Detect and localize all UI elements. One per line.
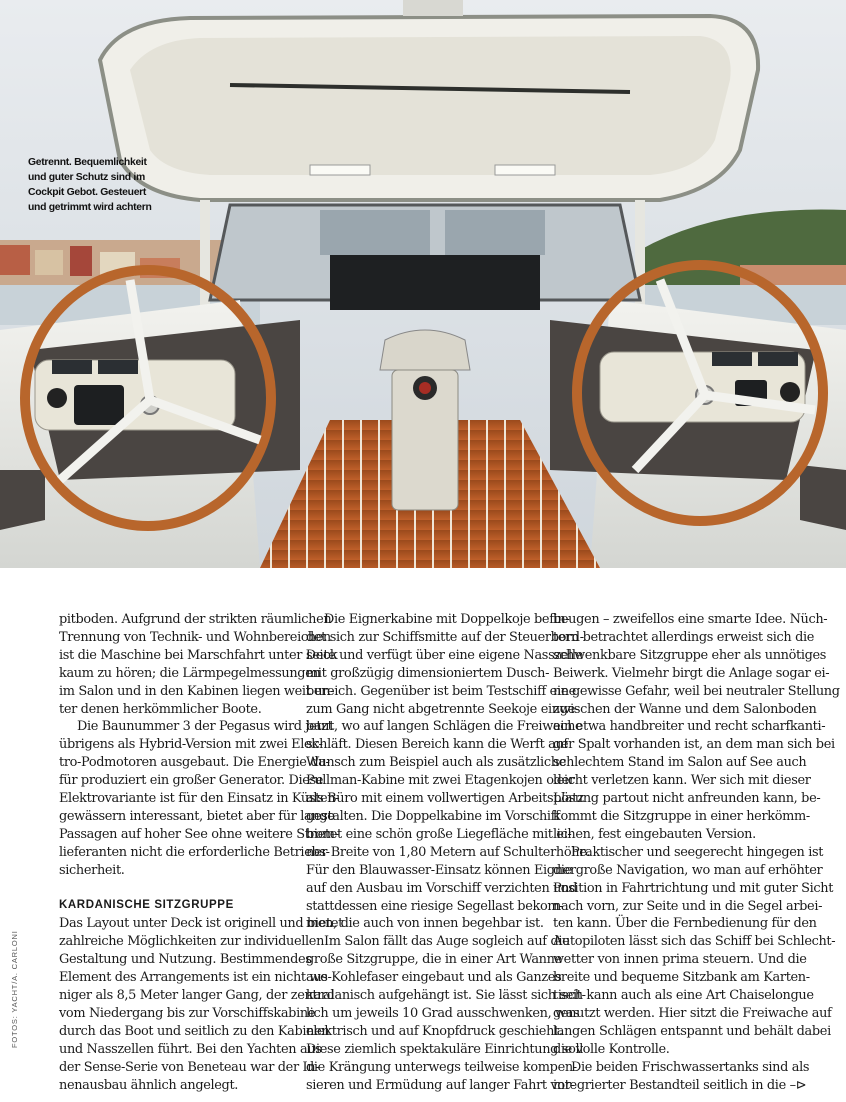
body-text-line: Die beiden Frischwassertanks sind als — [571, 1059, 810, 1075]
body-text-line: seite und verfügt über eine eigene Nasszelle — [306, 647, 583, 663]
body-text-line: ten kann. Über die Fernbedienung für den — [553, 916, 817, 932]
body-text-line: lich um jeweils 10 Grad ausschwenken, was — [306, 1005, 580, 1021]
body-text-line: sieren und Ermüdung auf langer Fahrt vor- — [306, 1077, 575, 1093]
body-text-line: tro-Podmotoren ausgebaut. Die Energie da- — [59, 755, 330, 771]
body-text-line: große Sitzgruppe, die in einer Art Wanne — [306, 952, 562, 968]
cabin-windscreen — [210, 205, 640, 310]
body-text-line: als Büro mit einem vollwertigen Arbeitsplatz — [306, 791, 584, 807]
body-text-line: ner Breite von 1,80 Metern auf Schulterhöhe. — [306, 844, 591, 860]
body-text-line: vom Niedergang bis zur Vorschiffskabine — [59, 1005, 316, 1021]
body-text-line: schlechtem Stand im Salon auf See auch — [553, 755, 807, 771]
body-text-line: men, die auch von innen begehbar ist. — [306, 916, 544, 932]
photo-credit: FOTOS: YACHT/A. CARLONI — [10, 930, 19, 1048]
paragraph-gap — [59, 880, 293, 898]
body-text-line: det sich zur Schiffsmitte auf der Steuerbord- — [306, 629, 584, 645]
body-text-line: baut, wo auf langen Schlägen die Freiwache — [306, 719, 583, 735]
body-text-line: beugen – zweifellos eine smarte Idee. Nüch- — [553, 612, 828, 627]
body-text-line: durch das Boot und seitlich zu den Kabinen — [59, 1023, 330, 1039]
body-text-line: niger als 8,5 Meter langer Gang, der zentral — [59, 988, 335, 1004]
body-text-line: ger Spalt vorhanden ist, an dem man sich bei — [553, 737, 835, 753]
body-text-line: mit großzügig dimensioniertem Dusch- — [306, 665, 550, 681]
body-text-line: lichen, fest eingebauten Version. — [553, 826, 756, 842]
body-text-line: Praktischer und seegerecht hingegen ist — [571, 844, 824, 860]
bimini-hardtop — [100, 0, 758, 200]
body-text-line: bereich. Gegenüber ist beim Testschiff eine — [306, 683, 576, 699]
body-text-line: genutzt werden. Hier sitzt die Freiwache auf — [553, 1005, 832, 1021]
body-text-line: gewässern interessant, bietet aber für lange — [59, 808, 335, 824]
body-text-line: Das Layout unter Deck ist originell und bietet — [59, 916, 343, 932]
body-text-line: Beiwerk. Vielmehr birgt die Anlage sogar ei- — [553, 665, 830, 681]
caption-line: Getrennt. Bequemlichkeit — [28, 157, 147, 168]
body-text-line: ne gewisse Gefahr, weil bei neutraler Stellung — [553, 683, 840, 699]
body-text-line: integrierter Bestandteil seitlich in die –⊳ — [553, 1077, 807, 1093]
body-text-line: auf den Ausbau im Vorschiff verzichten und — [306, 880, 577, 896]
caption-line: und getrimmt wird achtern — [28, 202, 152, 213]
body-text-line: gestalten. Die Doppelkabine im Vorschiff — [306, 808, 560, 824]
body-text-line: Pullman-Kabine mit zwei Etagenkojen oder — [306, 773, 575, 789]
body-text-line: Gestaltung und Nutzung. Bestimmendes — [59, 952, 312, 968]
body-text-line: Element des Arrangements ist ein nicht we- — [59, 970, 332, 986]
body-text-line: für produziert ein großer Generator. Diese — [59, 773, 324, 789]
body-text-line: die große Navigation, wo man auf erhöhter — [553, 862, 823, 878]
body-text-line: Die Baunummer 3 der Pegasus wird jetzt — [77, 719, 333, 735]
body-text-line: im Salon und in den Kabinen liegen weit un- — [59, 683, 335, 699]
body-text-line: kommt die Sitzgruppe in einer herkömm- — [553, 808, 810, 824]
body-text-line: stattdessen eine riesige Segellast bekom- — [306, 898, 564, 914]
body-text-line: übrigens als Hybrid-Version mit zwei Elek- — [59, 737, 323, 753]
body-text-line: Trennung von Technik- und Wohnbereichen — [59, 629, 331, 645]
body-text-line: nenausbau ähnlich angelegt. — [59, 1077, 239, 1093]
body-text-line: ist die Maschine bei Marschfahrt unter Deck — [59, 647, 338, 663]
article-column-1 — [59, 611, 343, 1094]
body-text-line: Elektrovariante ist für den Einsatz in Küsten- — [59, 791, 340, 807]
article-column-3 — [553, 611, 840, 1094]
body-text-line: Passagen auf hoher See ohne weitere Strom- — [59, 826, 339, 842]
body-text-line: Im Salon fällt das Auge sogleich auf die — [324, 934, 570, 950]
body-text-line: leicht verletzen kann. Wer sich mit dieser — [553, 773, 811, 789]
cockpit-table-pedestal — [380, 330, 470, 510]
body-text-line: elektrisch und auf Knopfdruck geschieht. — [306, 1023, 563, 1039]
body-text-line: wetter von innen prima steuern. Und die — [553, 952, 807, 968]
body-text-line: Wunsch zum Beispiel auch als zusätzliche — [306, 755, 566, 771]
body-text-line: Diese ziemlich spektakuläre Einrichtung soll — [306, 1041, 584, 1057]
body-text-line: tisch kann auch als eine Art Chaiselongue — [553, 988, 814, 1004]
body-text-line: Lösung partout nicht anfreunden kann, be- — [553, 791, 821, 807]
body-text-line: lieferanten nicht die erforderliche Betriebs- — [59, 844, 330, 860]
article-column-2 — [306, 611, 591, 1094]
body-text-line: der Sense-Serie von Beneteau war der In- — [59, 1059, 320, 1075]
body-text-line: nach vorn, zur Seite und in die Segel arbei- — [553, 898, 823, 914]
body-text-line: bietet eine schön große Liegefläche mit ei- — [306, 826, 572, 842]
section-heading: KARDANISCHE SITZGRUPPE — [59, 899, 234, 912]
caption-line: und guter Schutz sind im — [28, 172, 145, 183]
body-text-line: die Krängung unterwegs teilweise kompen- — [306, 1059, 577, 1075]
body-text-line: Autopiloten lässt sich das Schiff bei Schlecht- — [553, 934, 836, 950]
body-text-line: ter denen herkömmlicher Boote. — [59, 701, 262, 717]
body-text-line: schwenkbare Sitzgruppe eher als unnötiges — [553, 647, 827, 663]
body-text-line: breite und bequeme Sitzbank am Karten- — [553, 970, 810, 986]
body-text-line: langen Schlägen entspannt und behält dabei — [553, 1023, 831, 1039]
body-text-line: Position in Fahrtrichtung und mit guter Sicht — [553, 880, 834, 896]
body-text-line: kardanisch aufgehängt ist. Sie lässt sich seit- — [306, 988, 586, 1004]
photo-caption — [28, 155, 198, 215]
body-text-line: Die Eignerkabine mit Doppelkoje befin- — [324, 612, 570, 627]
caption-line: Cockpit Gebot. Gesteuert — [28, 187, 147, 198]
body-text-line: schläft. Diesen Bereich kann die Werft auf — [306, 737, 568, 753]
body-text-line: und Nasszellen führt. Bei den Yachten aus — [59, 1041, 322, 1057]
body-text-line: pitboden. Aufgrund der strikten räumlichen — [59, 612, 332, 627]
body-text-line: die volle Kontrolle. — [553, 1041, 670, 1057]
body-text-line: zum Gang nicht abgetrennte Seekoje einge- — [306, 701, 579, 717]
body-text-line: ein etwa handbreiter und recht scharfkanti- — [553, 719, 826, 735]
body-text-line: Für den Blauwasser-Einsatz können Eigner — [306, 862, 576, 878]
body-text-line: zahlreiche Möglichkeiten zur individuellen — [59, 934, 325, 950]
body-text-line: aus Kohlefaser eingebaut und als Ganzes — [306, 970, 562, 986]
body-text-line: kaum zu hören; die Lärmpegelmessungen — [59, 665, 321, 681]
body-text-line: zwischen der Wanne und dem Salonboden — [553, 701, 817, 717]
body-text-line: tern betrachtet allerdings erweist sich die — [553, 629, 815, 645]
body-text-line: sicherheit. — [59, 862, 125, 878]
